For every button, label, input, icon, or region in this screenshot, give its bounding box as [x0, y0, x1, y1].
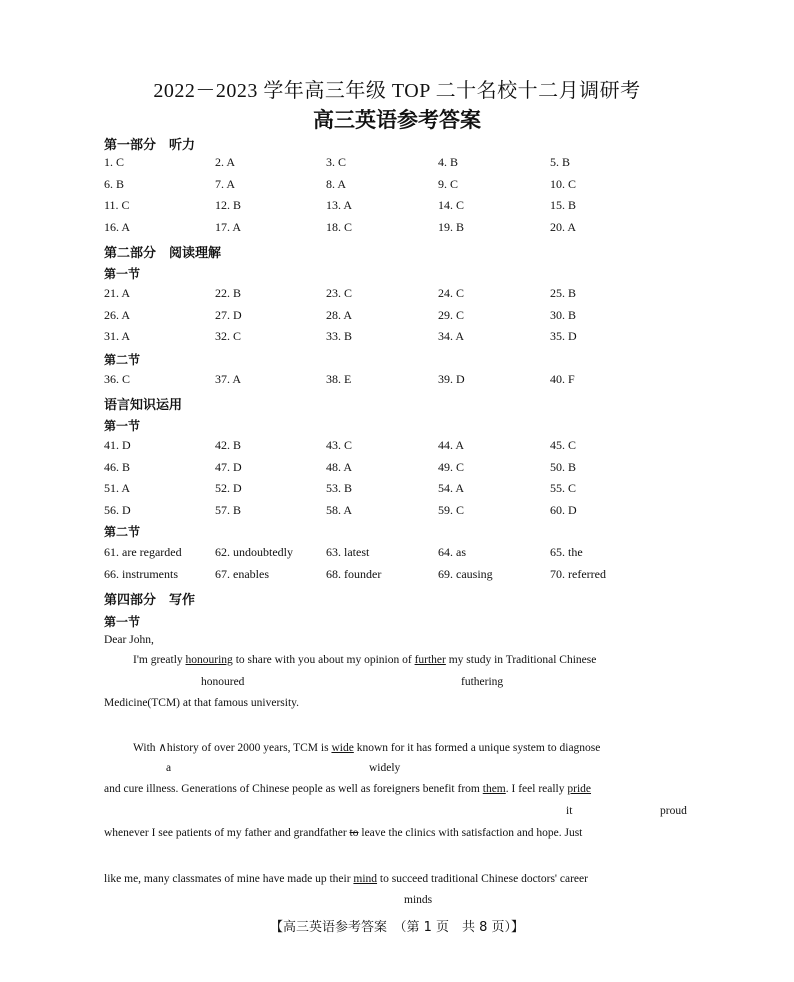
- error-word: them: [482, 783, 506, 795]
- correction-word: widely: [369, 762, 401, 774]
- letter-p2-line3: [104, 827, 582, 839]
- answer-cell: 51. A: [104, 481, 131, 495]
- answer-cell: 13. A: [326, 198, 353, 212]
- answer-cell: 25. B: [550, 286, 577, 300]
- correction-word: a: [166, 762, 172, 774]
- part2-section2-label: 第二节: [104, 353, 141, 367]
- answer-cell: 18. C: [326, 219, 353, 234]
- error-word: honouring: [185, 654, 233, 666]
- answer-cell: 17. A: [215, 219, 242, 234]
- text-fragment: to succeed traditional Chinese doctors' career: [377, 873, 588, 885]
- answer-cell: 63. latest: [326, 545, 370, 559]
- text-fragment: like me, many classmates of mine have made up their: [104, 873, 354, 885]
- correction-word: minds: [404, 894, 433, 906]
- letter-p3-line1: [104, 873, 588, 885]
- answer-cell: 46. B: [104, 459, 131, 474]
- answer-cell: 58. A: [326, 502, 353, 517]
- answer-cell: 8. A: [326, 176, 347, 191]
- answer-cell: 4. B: [438, 155, 459, 169]
- text-fragment: and cure illness. Generations of Chinese people as well as foreigners benefit from: [104, 783, 483, 795]
- answer-cell: 34. A: [438, 329, 465, 343]
- answer-cell: 64. as: [438, 545, 466, 559]
- answer-cell: 59. C: [438, 502, 465, 517]
- answer-cell: 21. A: [104, 286, 131, 300]
- text-fragment: With: [133, 742, 159, 754]
- answer-cell: 15. B: [550, 198, 577, 212]
- answer-cell: 41. D: [104, 438, 131, 452]
- insertion-caret-icon: ∧: [158, 742, 167, 754]
- text-fragment: history of over 2000 years, TCM is: [166, 742, 332, 754]
- answer-cell: 3. C: [326, 155, 347, 169]
- answer-cell: 44. A: [438, 438, 465, 452]
- part4-heading: 第四部分 写作: [104, 593, 196, 608]
- answer-cell: 67. enables: [215, 566, 269, 581]
- answer-cell: 55. C: [550, 481, 577, 495]
- answer-cell: 19. B: [438, 219, 465, 234]
- answer-cell: 43. C: [326, 438, 353, 452]
- text-fragment: I'm greatly: [133, 654, 186, 666]
- answer-cell: 57. B: [215, 502, 242, 517]
- error-word: wide: [331, 742, 354, 754]
- answer-cell: 52. D: [215, 481, 242, 495]
- answer-cell: 56. D: [104, 502, 131, 517]
- letter-p2-line2: [104, 783, 591, 795]
- part3-heading: 语言知识运用: [104, 398, 183, 413]
- part3-section2-label: 第二节: [104, 525, 141, 539]
- document-subtitle: 高三英语参考答案: [313, 108, 481, 132]
- answer-cell: 68. founder: [326, 566, 382, 581]
- answer-cell: 5. B: [550, 155, 571, 169]
- letter-p2-line1: [133, 740, 600, 754]
- document-title: 2022－2023 学年高三年级 TOP 二十名校十二月调研考: [153, 80, 641, 102]
- answer-cell: 20. A: [550, 219, 577, 234]
- letter-greeting: Dear John,: [104, 634, 154, 646]
- correction-word: proud: [660, 805, 687, 817]
- answer-cell: 40. F: [550, 372, 575, 386]
- answer-cell: 38. E: [326, 372, 352, 386]
- answer-cell: 54. A: [438, 481, 465, 495]
- answer-cell: 9. C: [438, 176, 459, 191]
- error-word: mind: [353, 873, 378, 885]
- text-fragment: leave the clinics with satisfaction and hope. Just: [358, 827, 583, 839]
- answer-cell: 48. A: [326, 459, 353, 474]
- error-word: further: [414, 654, 446, 666]
- answer-cell: 35. D: [550, 329, 577, 343]
- answer-cell: 29. C: [438, 307, 465, 322]
- answer-cell: 28. A: [326, 307, 353, 322]
- answer-cell: 36. C: [104, 372, 131, 386]
- answer-cell: 16. A: [104, 219, 131, 234]
- part4-section1-label: 第一节: [104, 615, 141, 629]
- answer-cell: 1. C: [104, 155, 125, 169]
- letter-p1-line1: [133, 654, 596, 666]
- letter-p1-line2: Medicine(TCM) at that famous university.: [104, 697, 300, 709]
- answer-cell: 24. C: [438, 286, 465, 300]
- answer-cell: 61. are regarded: [104, 545, 182, 559]
- answer-cell: 69. causing: [438, 566, 493, 581]
- part3-section1-label: 第一节: [104, 419, 141, 433]
- correction-word: it: [566, 805, 573, 817]
- answer-cell: 6. B: [104, 176, 125, 191]
- answer-cell: 11. C: [104, 198, 130, 212]
- answer-cell: 32. C: [215, 329, 242, 343]
- text-fragment: . I feel really: [505, 783, 568, 795]
- answer-cell: 31. A: [104, 329, 131, 343]
- deleted-word: to: [349, 827, 359, 839]
- answer-cell: 70. referred: [550, 566, 606, 581]
- answer-cell: 62. undoubtedly: [215, 545, 293, 559]
- answer-cell: 33. B: [326, 329, 353, 343]
- text-fragment: whenever I see patients of my father and grandfather: [104, 827, 350, 839]
- answer-cell: 12. B: [215, 198, 242, 212]
- answer-cell: 10. C: [550, 176, 577, 191]
- answer-cell: 49. C: [438, 459, 465, 474]
- answer-cell: 23. C: [326, 286, 353, 300]
- answer-cell: 26. A: [104, 307, 131, 322]
- answer-cell: 45. C: [550, 438, 577, 452]
- answer-cell: 39. D: [438, 372, 465, 386]
- correction-word: futhering: [461, 676, 504, 688]
- correction-word: honoured: [201, 676, 245, 688]
- answer-cell: 30. B: [550, 307, 577, 322]
- text-fragment: my study in Traditional Chinese: [445, 654, 597, 666]
- page-footer: 【高三英语参考答案 （第 1 页 共 8 页）】: [269, 920, 525, 935]
- text-fragment: to share with you about my opinion of: [232, 654, 415, 666]
- answer-cell: 2. A: [215, 155, 236, 169]
- text-fragment: known for it has formed a unique system to diagnose: [353, 742, 601, 754]
- answer-cell: 7. A: [215, 176, 236, 191]
- answer-cell: 42. B: [215, 438, 242, 452]
- error-word: pride: [567, 783, 592, 795]
- part1-heading: 第一部分 听力: [104, 138, 196, 153]
- answer-cell: 50. B: [550, 459, 577, 474]
- answer-cell: 65. the: [550, 545, 583, 559]
- answer-cell: 14. C: [438, 198, 465, 212]
- part2-heading: 第二部分 阅读理解: [104, 246, 222, 261]
- answer-cell: 53. B: [326, 481, 353, 495]
- answer-cell: 37. A: [215, 372, 242, 386]
- answer-cell: 22. B: [215, 286, 242, 300]
- part2-section1-label: 第一节: [104, 267, 141, 281]
- answer-cell: 60. D: [550, 502, 577, 517]
- answer-cell: 66. instruments: [104, 566, 178, 581]
- answer-cell: 27. D: [215, 307, 242, 322]
- answer-cell: 47. D: [215, 459, 242, 474]
